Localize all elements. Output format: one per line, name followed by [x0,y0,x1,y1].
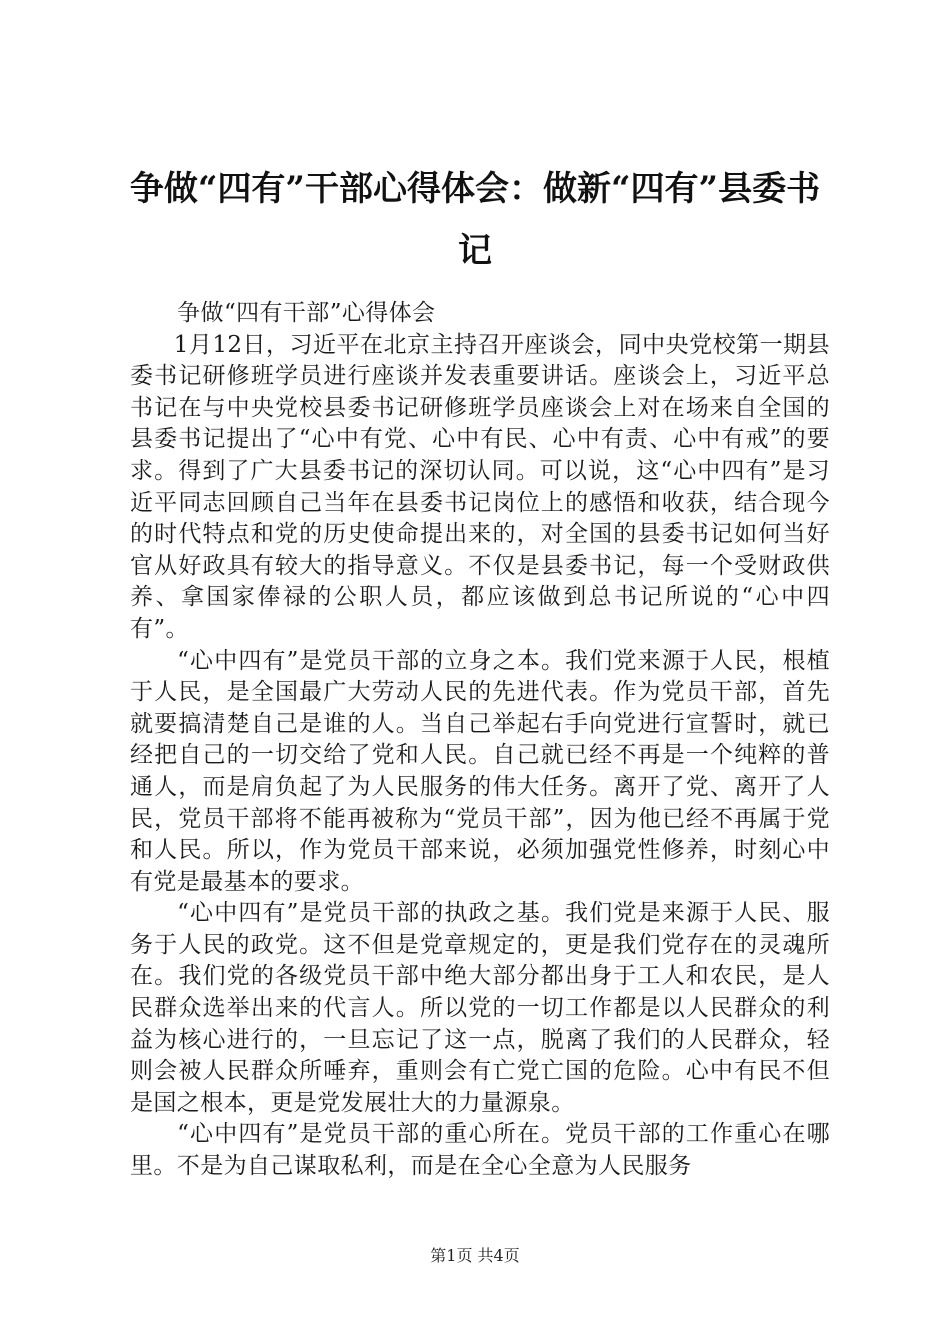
paragraph-1: 1月12日，习近平在北京主持召开座谈会，同中央党校第一期县委书记研修班学员进行座谈并发表重要讲话。座谈会上，习近平总书记在与中央党校县委书记研修班学员座谈会上对在场来自全国的县委书记提出了“心中有党、心中有民、心中有责、心中有戒”的要求。得到了广大县委书记的深切认同。可以说，这“心中四有”是习近平同志回顾自己当年在县委书记岗位上的感悟和收获，结合现今的时代特点和党的历史使命提出来的，对全国的县委书记如何当好官从好政具有较大的指导意义。不仅是县委书记，每一个受财政供养、拿国家俸禄的公职人员，都应该做到总书记所说的“心中四有”。 [130,331,830,642]
paragraph-3: “心中四有”是党员干部的执政之基。我们党是来源于人民、服务于人民的政党。这不但是党章规定的，更是我们党存在的灵魂所在。我们党的各级党员干部中绝大部分都出身于工人和农民，是人民群众选举出来的代言人。所以党的一切工作都是以人民群众的利益为核心进行的，一旦忘记了这一点，脱离了我们的人民群众，轻则会被人民群众所唾弃，重则会有亡党亡国的危险。心中有民不但是国之根本，更是党发展壮大的力量源泉。 [130,900,830,1116]
paragraph-2: “心中四有”是党员干部的立身之本。我们党来源于人民，根植于人民，是全国最广大劳动人民的先进代表。作为党员干部，首先就要搞清楚自己是谁的人。当自己举起右手向党进行宣誓时，就已经把自己的一切交给了党和人民。自己就已经不再是一个纯粹的普通人，而是肩负起了为人民服务的伟大任务。离开了党、离开了人民，党员干部将不能再被称为“党员干部”，因为他已经不再属于党和人民。所以，作为党员干部来说，必须加强党性修养，时刻心中有党是最基本的要求。 [130,647,830,895]
document-body [130,298,830,1183]
paragraph-4: “心中四有”是党员干部的重心所在。党员干部的工作重心在哪里。不是为自己谋取私利，而是在全心全意为人民服务 [130,1121,830,1180]
document-title: 争做“四有”干部心得体会：做新“四有”县委书记 [129,169,821,271]
document-subtitle: 争做“四有干部”心得体会 [177,300,436,326]
page-footer: 第1页 共4页 [430,1246,520,1265]
